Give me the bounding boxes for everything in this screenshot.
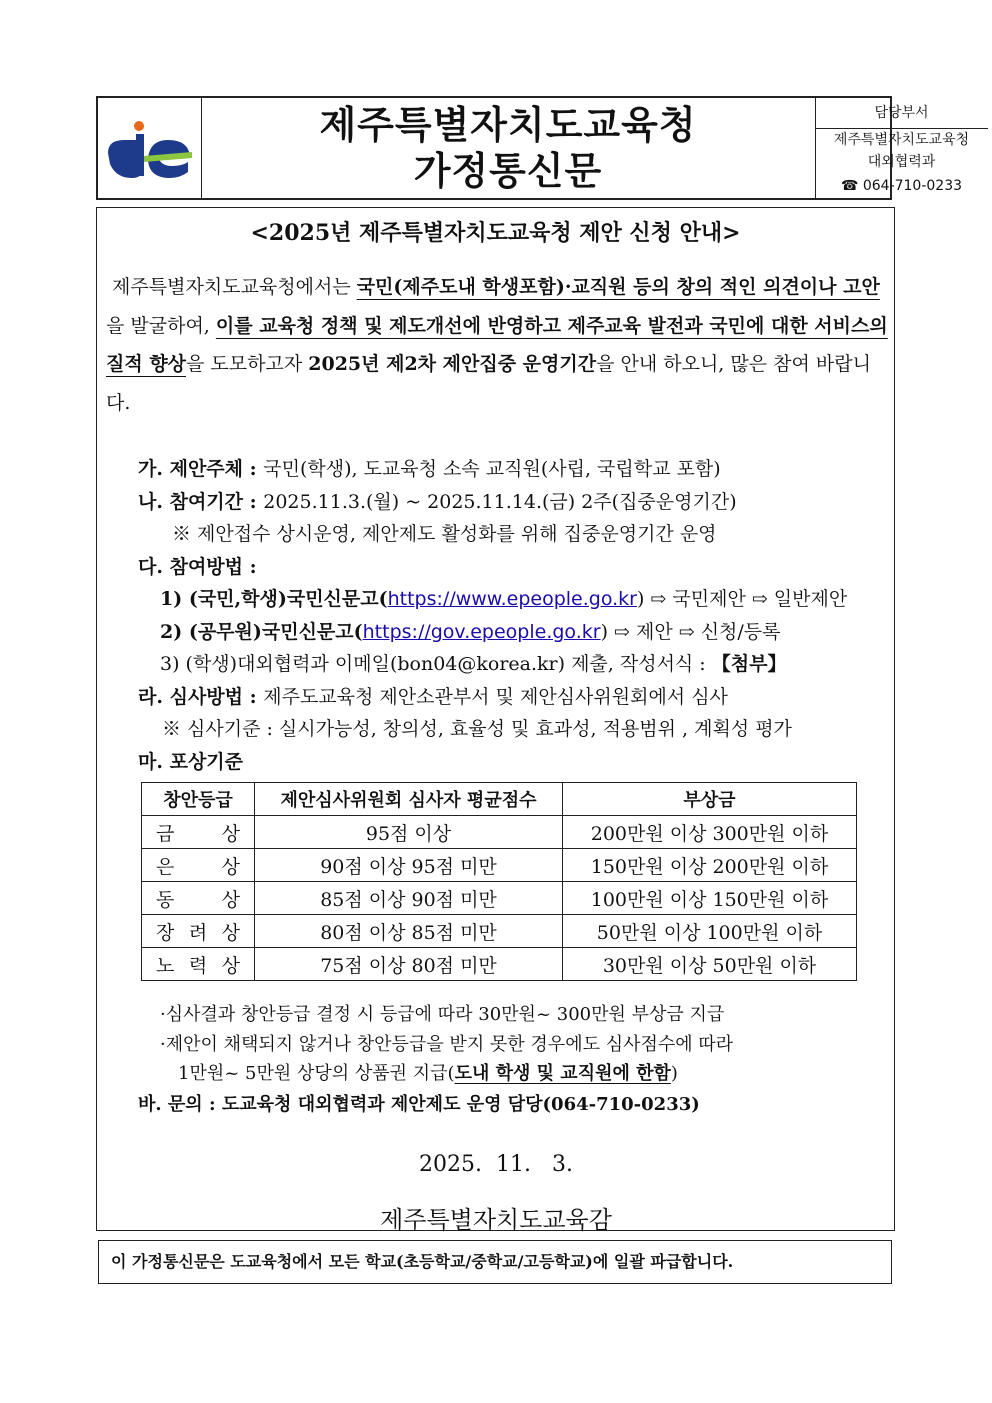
prize-cell: 50만원 이상 100만원 이하 (563, 915, 857, 948)
item-a-label: 가. 제안주체 : (138, 458, 264, 480)
item-d-note: ※ 심사기준 : 실시가능성, 창의성, 효율성 및 효과성, 적용범위 , 계획성 평가 (162, 718, 792, 740)
intro-underline-2: 이를 교육청 정책 및 제도개선에 반영하고 제주교육 발전과 국민에 대한 서비스의 질적 향상 (106, 314, 888, 375)
grade-char: 상 (221, 954, 240, 977)
item-b-label: 나. 참여기간 : (138, 491, 264, 513)
item-b (138, 487, 737, 514)
item-c2 (160, 617, 781, 644)
grade-char: 상 (221, 855, 240, 878)
department-team: 대외협력과 (867, 154, 936, 170)
intro-paragraph (106, 268, 891, 422)
score-cell: 90점 이상 95점 미만 (255, 849, 563, 882)
note-3 (178, 1059, 678, 1085)
epeople-link[interactable]: https://www.epeople.go.kr (387, 588, 637, 610)
table-row (142, 849, 857, 882)
score-cell: 85점 이상 90점 미만 (255, 882, 563, 915)
intro-text-3: 을 도모하고자 (186, 353, 309, 375)
prize-cell: 200만원 이상 300만원 이하 (563, 816, 857, 849)
grade-char: 상 (221, 921, 240, 944)
page-subtitle: 가정통신문 (413, 149, 603, 193)
intro-text-4: 을 안내 하오니, 많은 참여 바랍니다. (106, 353, 871, 414)
grade-char: 노 (156, 954, 175, 977)
item-c-label: 다. 참여방법 : (138, 556, 257, 578)
grade-cell (142, 915, 255, 948)
department-cell (815, 98, 970, 198)
grade-cell (142, 948, 255, 981)
issue-date: 2025. 11. 3. (419, 1152, 573, 1177)
item-c1-post: ) ⇨ 국민제안 ⇨ 일반제안 (636, 588, 848, 610)
grade-char: 금 (156, 822, 175, 845)
item-c1 (160, 584, 847, 611)
note-3-post: ) (670, 1063, 678, 1084)
item-b-text: 2025.11.3.(월) ~ 2025.11.14.(금) 2주(집중운영기간) (263, 491, 737, 513)
item-c3-pre: 3) (학생)대외협력과 이메일(bon04@korea.kr) 제출, 작성서식 : (160, 653, 712, 675)
note-1: ·심사결과 창안등급 결정 시 등급에 따라 30만원~ 300만원 부상금 지급 (160, 1004, 725, 1025)
department-org: 제주특별자치도교육청 (833, 132, 970, 148)
jeju-education-logo-icon (98, 98, 201, 198)
award-table (141, 782, 857, 981)
grade-char: 상 (221, 822, 240, 845)
item-b-note: ※ 제안접수 상시운영, 제안제도 활성화를 위해 집중운영기간 운영 (172, 523, 717, 545)
score-cell: 75점 이상 80점 미만 (255, 948, 563, 981)
grade-char: 력 (188, 954, 208, 977)
table-row (142, 816, 857, 849)
table-header-row (142, 783, 857, 816)
item-c2-pre: 2) (공무원)국민신문고( (160, 621, 363, 643)
grade-cell (142, 816, 255, 849)
table-row (142, 948, 857, 981)
intro-text-1: 제주특별자치도교육청에서는 (112, 276, 357, 298)
title-cell (201, 98, 816, 198)
item-a (138, 454, 721, 481)
note-3-bold: 도내 학생 및 교직원에 한함 (454, 1063, 671, 1084)
item-c3 (160, 649, 786, 676)
letterhead (96, 96, 970, 200)
prize-cell: 150만원 이상 200만원 이하 (563, 849, 857, 882)
grade-char: 상 (221, 888, 240, 911)
item-c2-post: ) ⇨ 제안 ⇨ 신청/등록 (600, 621, 781, 643)
note-2: ·제안이 채택되지 않거나 창안등급을 받지 못한 경우에도 심사점수에 따라 (160, 1034, 734, 1055)
table-row (142, 915, 857, 948)
department-phone: ☎ 064-710-0233 (840, 178, 963, 194)
header-score: 제안심사위원회 심사자 평균점수 (255, 783, 563, 816)
note-3-pre: 1만원~ 5만원 상당의 상품권 지급( (178, 1063, 455, 1084)
item-d (138, 682, 728, 709)
item-c1-pre: 1) (국민,학생)국민신문고( (160, 588, 388, 610)
score-cell: 95점 이상 (255, 816, 563, 849)
header-grade: 창안등급 (142, 783, 255, 816)
contact-line: 바. 문의 : 도교육청 대외협력과 제안제도 운영 담당(064-710-0233) (138, 1094, 700, 1115)
gov-epeople-link[interactable]: https://gov.epeople.go.kr (362, 621, 601, 643)
logo-cell (98, 98, 202, 198)
grade-char: 려 (188, 921, 208, 944)
department-label: 담당부서 (815, 98, 988, 129)
score-cell: 80점 이상 85점 미만 (255, 915, 563, 948)
item-a-text: 국민(학생), 도교육청 소속 교직원(사립, 국립학교 포함) (263, 458, 721, 480)
grade-char: 동 (156, 888, 175, 911)
item-d-text: 제주도교육청 제안소관부서 및 제안심사위원회에서 심사 (263, 686, 728, 708)
item-d-label: 라. 심사방법 : (138, 686, 264, 708)
intro-underline-1: 국민(제주도내 학생포함)·교직원 등의 창의 적인 의견이나 고안 (356, 276, 880, 298)
prize-cell: 100만원 이상 150만원 이하 (563, 882, 857, 915)
footer-note: 이 가정통신문은 도교육청에서 모든 학교(초등학교/중학교/고등학교)에 일괄 파급합니다. (98, 1240, 892, 1284)
grade-char: 은 (156, 855, 175, 878)
attachment-label: 【첨부】 (711, 653, 787, 675)
grade-cell (142, 882, 255, 915)
item-e-label: 마. 포상기준 (138, 751, 243, 773)
page-title: 제주특별자치도교육청 (319, 103, 697, 147)
intro-bold: 2025년 제2차 제안집중 운영기간 (308, 353, 597, 375)
intro-text-2: 을 발굴하여, (106, 314, 216, 337)
prize-cell: 30만원 이상 50만원 이하 (563, 948, 857, 981)
table-row (142, 882, 857, 915)
header-prize: 부상금 (563, 783, 857, 816)
signer: 제주특별자치도교육감 (380, 1206, 612, 1234)
grade-cell (142, 849, 255, 882)
grade-char: 장 (156, 921, 175, 944)
notice-title: <2025년 제주특별자치도교육청 제안 신청 안내> (250, 220, 741, 246)
